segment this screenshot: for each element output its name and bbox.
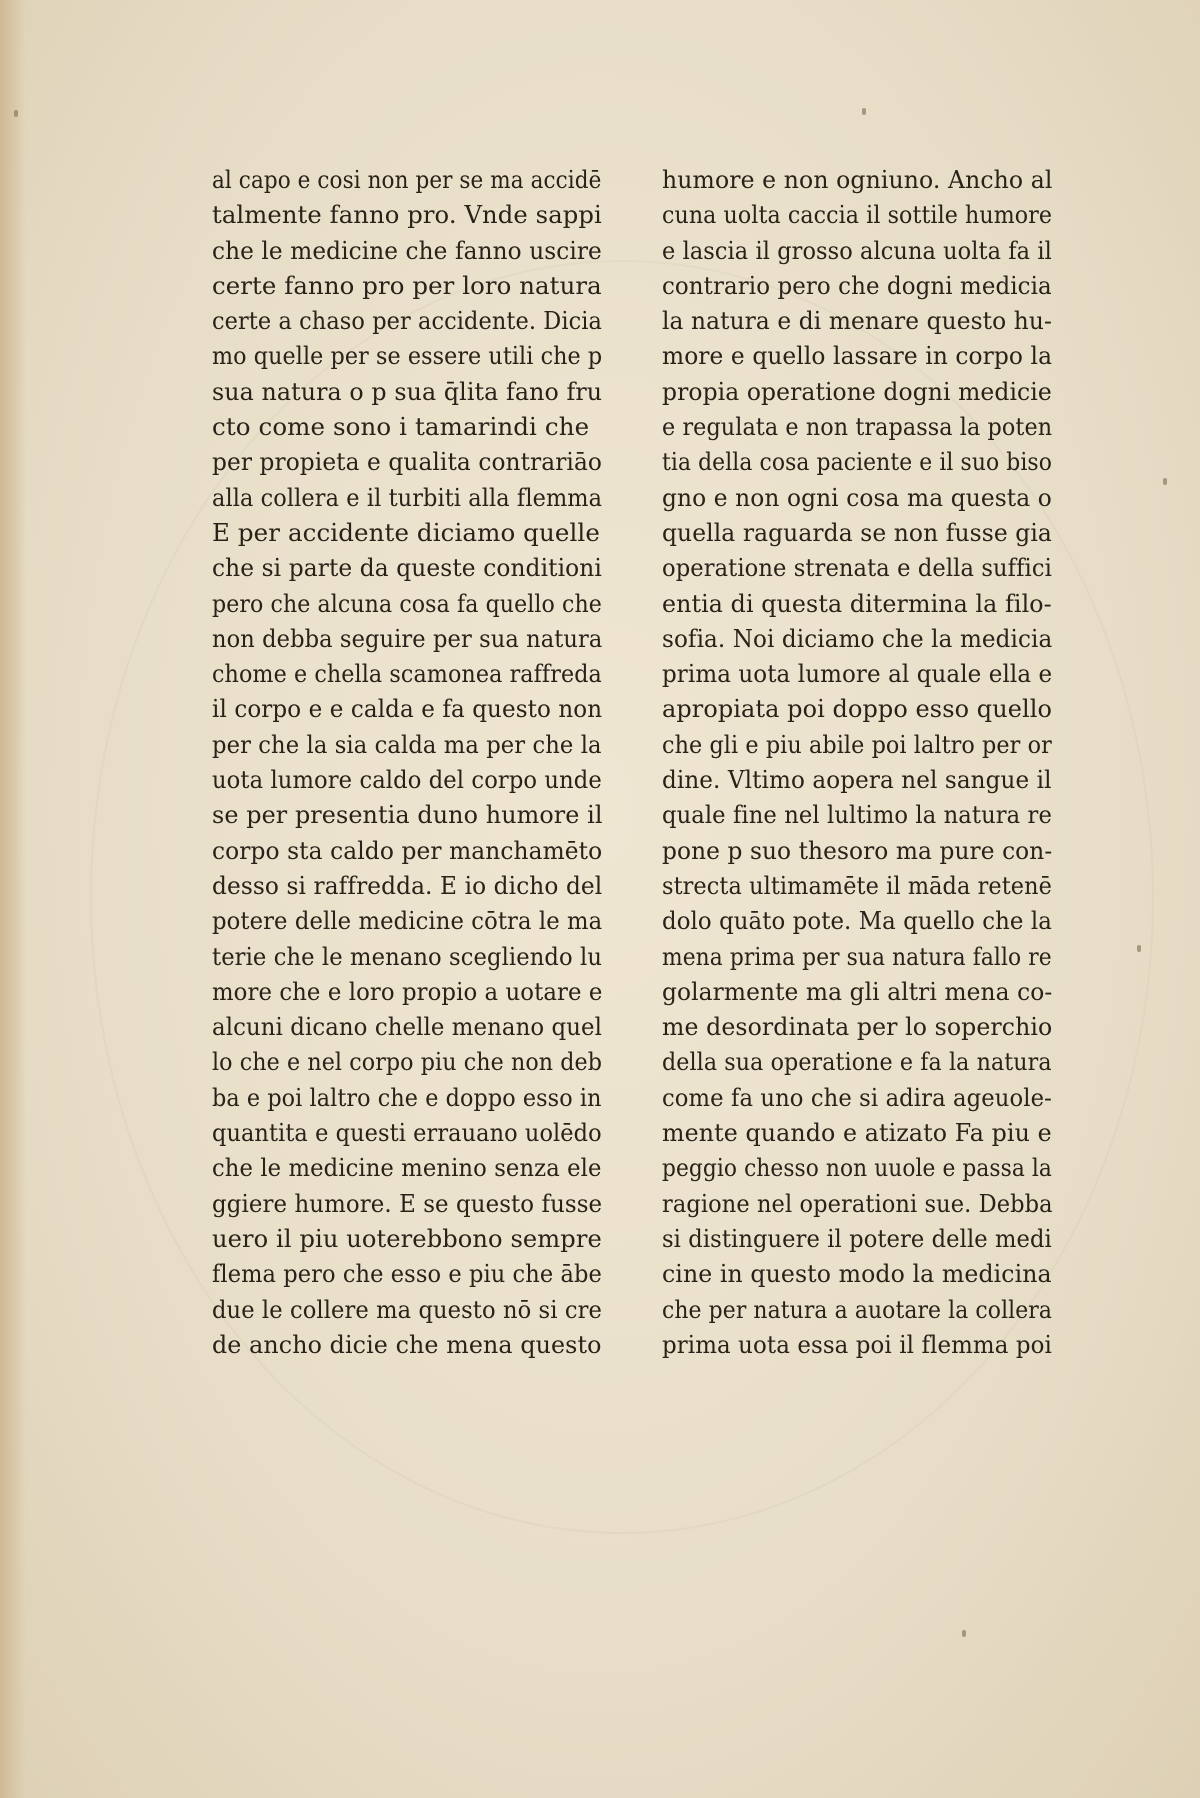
text-line: il corpo e e calda e fa questo non bbox=[212, 694, 603, 724]
text-line: sofia. Noi diciamo che la medicia bbox=[662, 623, 1053, 653]
text-line: ggiere humore. E se questo fusse bbox=[212, 1188, 603, 1218]
text-line: non debba seguire per sua natura bbox=[212, 623, 603, 653]
text-line: sua natura o p sua q̄lita fano fru bbox=[212, 376, 603, 406]
text-line: due le collere ma questo nō si cre bbox=[212, 1294, 602, 1324]
text-line: che gli e piu abile poi laltro per or bbox=[662, 729, 1052, 759]
text-line: lo che e nel corpo piu che non deb bbox=[212, 1047, 603, 1077]
text-line: de ancho dicie che mena questo bbox=[212, 1329, 602, 1359]
text-line: dine. Vltimo aopera nel sangue il bbox=[662, 765, 1052, 795]
text-line: della sua operatione e fa la natura bbox=[662, 1047, 1052, 1077]
text-line: pero che alcuna cosa fa quello che bbox=[212, 588, 602, 618]
text-line: che per natura a auotare la collera bbox=[662, 1294, 1053, 1324]
text-line: talmente fanno pro. Vnde sappi bbox=[212, 200, 602, 230]
text-line: certe a chaso per accidente. Dicia bbox=[212, 306, 602, 336]
paper-speck bbox=[14, 110, 18, 117]
text-line: more e quello lassare in corpo la bbox=[662, 341, 1053, 371]
text-line: la natura e di menare questo hu- bbox=[662, 306, 1052, 336]
text-line: cine in questo modo la medicina bbox=[662, 1259, 1052, 1289]
text-line: terie che le menano scegliendo lu bbox=[212, 941, 603, 971]
text-line: alcuni dicano chelle menano quel bbox=[212, 1012, 603, 1042]
text-line: mena prima per sua natura fallo re bbox=[662, 941, 1052, 971]
text-line: more che e loro propio a uotare e bbox=[212, 976, 603, 1006]
text-line: quale fine nel lultimo la natura re bbox=[662, 800, 1052, 830]
text-line: prima uota essa poi il flemma poi bbox=[662, 1329, 1052, 1359]
text-line: humore e non ogniuno. Ancho al bbox=[662, 165, 1053, 194]
text-line: ba e poi laltro che e doppo esso in bbox=[212, 1082, 602, 1112]
text-line: e regulata e non trapassa la poten bbox=[662, 412, 1053, 442]
text-column-right bbox=[662, 162, 1052, 1362]
paper-speck bbox=[1137, 945, 1141, 952]
text-line: che le medicine che fanno uscire bbox=[212, 235, 602, 265]
page-edge-shadow bbox=[0, 0, 26, 1798]
text-line: che le medicine menino senza ele bbox=[212, 1153, 602, 1183]
text-line: apropiata poi doppo esso quello bbox=[662, 694, 1053, 724]
text-line: strecta ultimamēte il māda retenē bbox=[662, 870, 1052, 900]
text-line: me desordinata per lo soperchio bbox=[662, 1012, 1053, 1042]
text-line: che si parte da queste conditioni bbox=[212, 553, 602, 583]
text-line: mo quelle per se essere utili che p bbox=[212, 341, 603, 371]
text-line: se per presentia duno humore il bbox=[212, 800, 603, 830]
text-line: quantita e questi errauano uolēdo bbox=[212, 1118, 602, 1148]
text-line: operatione strenata e della suffici bbox=[662, 553, 1052, 583]
text-line: prima uota lumore al quale ella e bbox=[662, 659, 1053, 689]
text-line: alla collera e il turbiti alla flemma bbox=[212, 482, 603, 512]
paper-speck bbox=[962, 1630, 966, 1637]
text-line: gno e non ogni cosa ma questa o bbox=[662, 482, 1052, 512]
text-line: E per accidente diciamo quelle bbox=[212, 517, 600, 547]
text-line: corpo sta caldo per manchamēto bbox=[212, 835, 603, 865]
paper-speck bbox=[1163, 478, 1167, 485]
text-line: e lascia il grosso alcuna uolta fa il bbox=[662, 235, 1052, 265]
text-line: come fa uno che si adira ageuole- bbox=[662, 1082, 1052, 1112]
text-line: si distinguere il potere delle medi bbox=[662, 1223, 1052, 1253]
text-line: al capo e cosi non per se ma accidē bbox=[212, 165, 602, 194]
text-line: contrario pero che dogni medicia bbox=[662, 270, 1052, 300]
text-line: cto come sono i tamarindi che bbox=[212, 412, 590, 442]
text-line: mente quando e atizato Fa piu e bbox=[662, 1118, 1052, 1148]
text-line: desso si raffredda. E io dicho del bbox=[212, 870, 603, 900]
text-line: certe fanno pro per loro natura bbox=[212, 270, 602, 300]
text-line: pone p suo thesoro ma pure con- bbox=[662, 835, 1053, 865]
text-line: dolo quāto pote. Ma quello che la bbox=[662, 906, 1052, 936]
text-line: per propieta e qualita contrariāo bbox=[212, 447, 603, 477]
text-line: uero il piu uoterebbono sempre bbox=[212, 1223, 602, 1253]
text-line: per che la sia calda ma per che la bbox=[212, 729, 602, 759]
text-line: flema pero che esso e piu che ābe bbox=[212, 1259, 602, 1289]
text-line: quella raguarda se non fusse gia bbox=[662, 517, 1052, 547]
paper-speck bbox=[862, 108, 866, 115]
text-line: peggio chesso non uuole e passa la bbox=[662, 1153, 1052, 1183]
text-line: ragione nel operationi sue. Debba bbox=[662, 1188, 1053, 1218]
text-line: entia di questa ditermina la filo- bbox=[662, 588, 1052, 618]
text-line: potere delle medicine cōtra le ma bbox=[212, 906, 603, 936]
text-line: chome e chella scamonea raffreda bbox=[212, 659, 602, 689]
text-line: cuna uolta caccia il sottile humore bbox=[662, 200, 1053, 230]
text-column-left bbox=[212, 162, 602, 1362]
text-line: golarmente ma gli altri mena co- bbox=[662, 976, 1053, 1006]
text-line: tia della cosa paciente e il suo biso bbox=[662, 447, 1052, 477]
text-line: uota lumore caldo del corpo unde bbox=[212, 765, 602, 795]
text-line: propia operatione dogni medicie bbox=[662, 376, 1052, 406]
